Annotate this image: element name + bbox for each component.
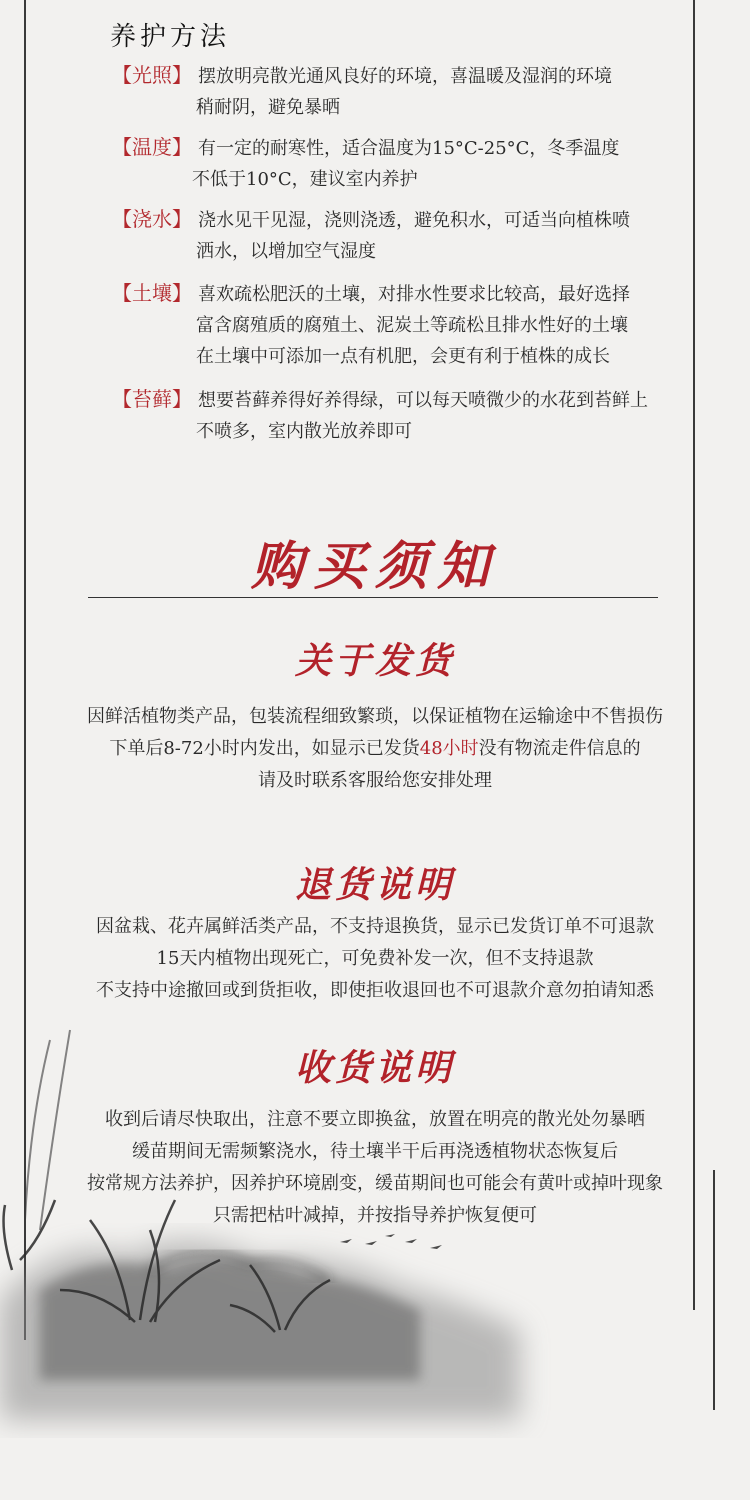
ink-landscape-illustration [0, 1000, 750, 1500]
returns-text [0, 911, 750, 1007]
care-line: 浇水见干见湿，浇则浇透，避免积水，可适当向植株喷 [198, 210, 630, 231]
care-item-moss [112, 384, 648, 447]
shipping-highlight: 48小时 [419, 738, 479, 759]
notice-title: 购买须知 [250, 536, 499, 597]
care-title: 养护方法 [110, 22, 231, 52]
care-tag: 【土壤】 [112, 281, 192, 305]
receiving-line: 收到后请尽快取出，注意不要立即换盆，放置在明亮的散光处勿暴晒 [105, 1109, 645, 1130]
care-item-light [112, 60, 612, 123]
care-line: 不低于10°C，建议室内养护 [192, 169, 418, 190]
returns-line: 因盆栽、花卉属鲜活类产品，不支持退换货，显示已发货订单不可退款 [96, 916, 654, 937]
shipping-line-post: 没有物流走件信息的 [478, 738, 641, 759]
receiving-line: 缓苗期间无需频繁浇水，待土壤半干后再浇透植物状态恢复后 [132, 1141, 618, 1162]
care-line: 洒水，以增加空气湿度 [196, 241, 376, 262]
care-line: 喜欢疏松肥沃的土壤，对排水性要求比较高，最好选择 [198, 284, 630, 305]
care-line: 有一定的耐寒性，适合温度为15°C-25°C，冬季温度 [198, 138, 620, 159]
receiving-line: 只需把枯叶减掉，并按指导养护恢复便可 [213, 1205, 537, 1226]
shipping-text [0, 701, 750, 797]
care-line: 稍耐阴，避免暴晒 [196, 97, 340, 118]
shipping-line [0, 733, 750, 765]
returns-line: 不支持中途撤回或到货拒收，即使拒收退回也不可退款介意勿拍请知悉 [96, 980, 654, 1001]
care-line: 摆放明亮散光通风良好的环境，喜温暖及湿润的环境 [198, 66, 612, 87]
returns-title: 退货说明 [294, 864, 455, 906]
care-tag: 【光照】 [112, 63, 192, 87]
care-item-soil [112, 278, 630, 372]
receiving-line: 按常规方法养护，因养护环境剧变，缓苗期间也可能会有黄叶或掉叶现象 [87, 1173, 663, 1194]
care-tag: 【苔藓】 [112, 387, 192, 411]
care-item-watering [112, 204, 630, 267]
care-line: 富含腐殖质的腐殖土、泥炭土等疏松且排水性好的土壤 [196, 315, 628, 336]
care-line: 想要苔藓养得好养得绿，可以每天喷微少的水花到苔鲜上 [198, 390, 648, 411]
receiving-title: 收货说明 [294, 1047, 455, 1089]
care-item-temperature [112, 132, 619, 195]
care-line: 不喷多，室内散光放养即可 [196, 421, 412, 442]
returns-line: 15天内植物出现死亡，可免费补发一次，但不支持退款 [156, 948, 594, 969]
shipping-line: 因鲜活植物类产品，包装流程细致繁琐，以保证植物在运输途中不售损伤 [87, 706, 663, 727]
shipping-title: 关于发货 [294, 640, 455, 682]
care-tag: 【浇水】 [112, 207, 192, 231]
shipping-line-pre: 下单后8-72小时内发出，如显示已发货 [109, 738, 420, 759]
shipping-line: 请及时联系客服给您安排处理 [258, 770, 492, 791]
divider [88, 597, 658, 598]
care-tag: 【温度】 [112, 135, 192, 159]
care-line: 在土壤中可添加一点有机肥，会更有利于植株的成长 [196, 346, 610, 367]
